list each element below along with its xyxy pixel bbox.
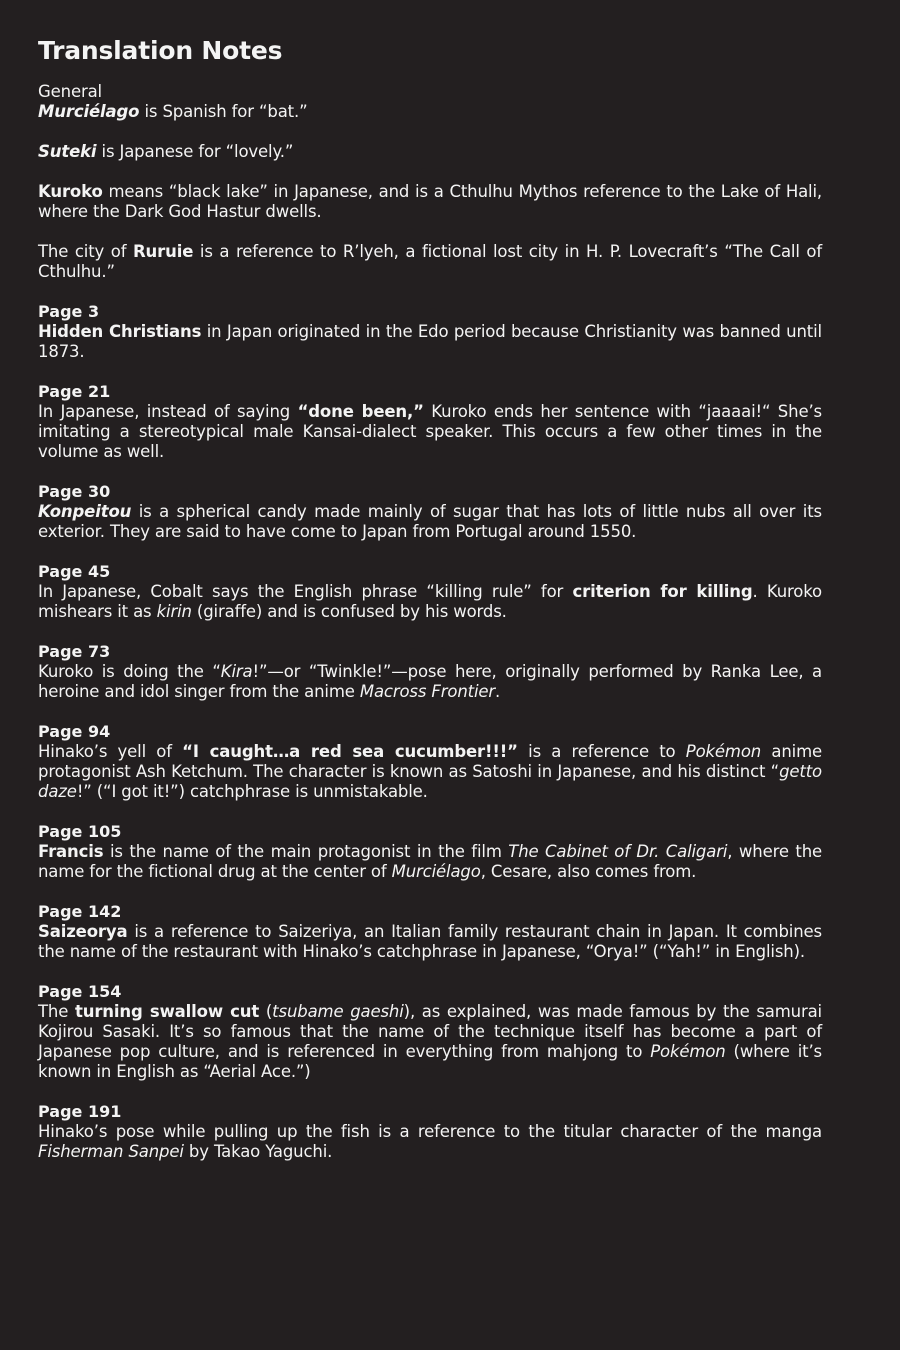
section-heading: Page 21 bbox=[38, 382, 111, 401]
note-mid: !”—or “Twinkle!”—pose here, originally performed by Ranka Lee, a heroine and idol singer from the anime bbox=[38, 662, 822, 701]
note-kuroko bbox=[38, 182, 822, 222]
italic-term: Kira bbox=[220, 662, 253, 681]
section-page-21 bbox=[38, 382, 822, 462]
note-text bbox=[38, 742, 822, 802]
section-page-30 bbox=[38, 482, 822, 542]
section-page-154 bbox=[38, 982, 822, 1082]
section-page-73 bbox=[38, 642, 822, 702]
term-ruruie: Ruruie bbox=[132, 242, 194, 261]
section-heading: Page 30 bbox=[38, 482, 111, 501]
term: Francis bbox=[38, 842, 104, 861]
section-heading: Page 73 bbox=[38, 642, 111, 661]
note-mid: , where the name for the fictional drug at the center of bbox=[38, 842, 823, 881]
term-suteki: Suteki bbox=[38, 142, 97, 161]
italic-title: The Cabinet of Dr. Caligari bbox=[508, 842, 728, 861]
italic-title: Macross Frontier bbox=[359, 682, 496, 701]
note-post: by Takao Yaguchi. bbox=[183, 1142, 333, 1161]
note-murcielago-text: is Spanish for “bat.” bbox=[139, 102, 308, 121]
note-body: is a reference to Saizeriya, an Italian family restaurant chain in Japan. It combines the name of the restaurant with Hinako’s catchphrase in Japanese, “Orya!” (“Yah!” in English). bbox=[38, 922, 822, 961]
note-ruruie-pre: The city of bbox=[38, 242, 133, 261]
note-murcielago bbox=[38, 82, 822, 122]
term-murcielago: Murciélago bbox=[38, 102, 140, 121]
note-text bbox=[38, 502, 822, 542]
note-body: in Japan originated in the Edo period because Christianity was banned until 1873. bbox=[38, 322, 822, 361]
section-heading: Page 94 bbox=[38, 722, 111, 741]
note-pre: is the name of the main protagonist in the film bbox=[103, 842, 509, 861]
note-mid2: anime protagonist Ash Ketchum. The character is known as Satoshi in Japanese, and his distinct “ bbox=[38, 742, 822, 781]
note-text bbox=[38, 402, 822, 462]
section-page-105 bbox=[38, 822, 822, 882]
term: “done been,” bbox=[297, 402, 424, 421]
section-heading: Page 191 bbox=[38, 1102, 122, 1121]
section-page-142 bbox=[38, 902, 822, 962]
note-mid2: ), as explained, was made famous by the samurai Kojirou Sasaki. It’s so famous that the name of the technique itself has become a part of Japanese pop culture, and is referenced in everything from mahjong to bbox=[38, 1002, 822, 1061]
note-pre: In Japanese, Cobalt says the English phrase “killing rule” for bbox=[38, 582, 573, 601]
note-text bbox=[38, 582, 822, 622]
note-post: , Cesare, also comes from. bbox=[480, 862, 697, 881]
section-heading: Page 3 bbox=[38, 302, 100, 321]
note-pre: Hinako’s yell of bbox=[38, 742, 183, 761]
note-suteki bbox=[38, 142, 822, 162]
page-title: Translation Notes bbox=[38, 36, 283, 65]
term: “I caught…a red sea cucumber!!!” bbox=[182, 742, 518, 761]
section-page-3 bbox=[38, 302, 822, 362]
italic-term: kirin bbox=[156, 602, 192, 621]
section-heading: Page 142 bbox=[38, 902, 122, 921]
note-mid: ( bbox=[259, 1002, 273, 1021]
term: Konpeitou bbox=[38, 502, 132, 521]
note-ruruie-text: is a reference to R’lyeh, a fictional lost city in H. P. Lovecraft’s “The Call of Cthulhu.” bbox=[38, 242, 822, 281]
note-mid: is a reference to bbox=[517, 742, 686, 761]
section-heading: Page 45 bbox=[38, 562, 111, 581]
note-kuroko-text: means “black lake” in Japanese, and is a Cthulhu Mythos reference to the Lake of Hali, where the Dark God Hastur dwells. bbox=[38, 182, 822, 221]
note-body: Kuroko ends her sentence with “jaaaai!“ She’s imitating a stereotypical male Kansai-dialect speaker. This occurs a few other times in the volume as well. bbox=[38, 402, 822, 461]
note-body: is a spherical candy made mainly of sugar that has lots of little nubs all over its exterior. They are said to have come to Japan from Portugal around 1550. bbox=[38, 502, 822, 541]
note-pre: The bbox=[38, 1002, 75, 1021]
note-text bbox=[38, 1122, 822, 1162]
note-pre: In Japanese, instead of saying bbox=[38, 402, 298, 421]
note-text bbox=[38, 662, 822, 702]
note-post: (where it’s known in English as “Aerial Ace.”) bbox=[38, 1042, 822, 1081]
note-text bbox=[38, 842, 822, 882]
term: Saizeorya bbox=[38, 922, 128, 941]
note-text bbox=[38, 1002, 822, 1082]
term: Hidden Christians bbox=[38, 322, 202, 341]
section-page-45 bbox=[38, 562, 822, 622]
term-kuroko: Kuroko bbox=[38, 182, 103, 201]
italic-title: Fisherman Sanpei bbox=[38, 1142, 184, 1161]
italic-title: Pokémon bbox=[685, 742, 762, 761]
note-suteki-text: is Japanese for “lovely.” bbox=[96, 142, 294, 161]
note-text bbox=[38, 322, 822, 362]
note-ruruie bbox=[38, 242, 822, 282]
note-pre: Kuroko is doing the “ bbox=[38, 662, 221, 681]
section-page-191 bbox=[38, 1102, 822, 1162]
note-mid: . Kuroko mishears it as bbox=[38, 582, 823, 621]
note-post: . bbox=[495, 682, 501, 701]
section-page-94 bbox=[38, 722, 822, 802]
section-general-heading: General bbox=[38, 82, 102, 101]
term: criterion for killing bbox=[572, 582, 753, 601]
italic-title-2: Murciélago bbox=[391, 862, 481, 881]
note-post: (giraffe) and is confused by his words. bbox=[191, 602, 507, 621]
note-post: !” (“I got it!”) catchphrase is unmistakable. bbox=[76, 782, 428, 801]
italic-term: getto daze bbox=[38, 762, 822, 801]
section-general bbox=[38, 82, 822, 282]
note-text bbox=[38, 922, 822, 962]
italic-term: tsubame gaeshi bbox=[272, 1002, 404, 1021]
term: turning swallow cut bbox=[74, 1002, 260, 1021]
italic-title: Pokémon bbox=[650, 1042, 726, 1061]
note-pre: Hinako’s pose while pulling up the fish is a reference to the titular character of the manga bbox=[38, 1122, 822, 1141]
section-heading: Page 105 bbox=[38, 822, 122, 841]
section-heading: Page 154 bbox=[38, 982, 122, 1001]
